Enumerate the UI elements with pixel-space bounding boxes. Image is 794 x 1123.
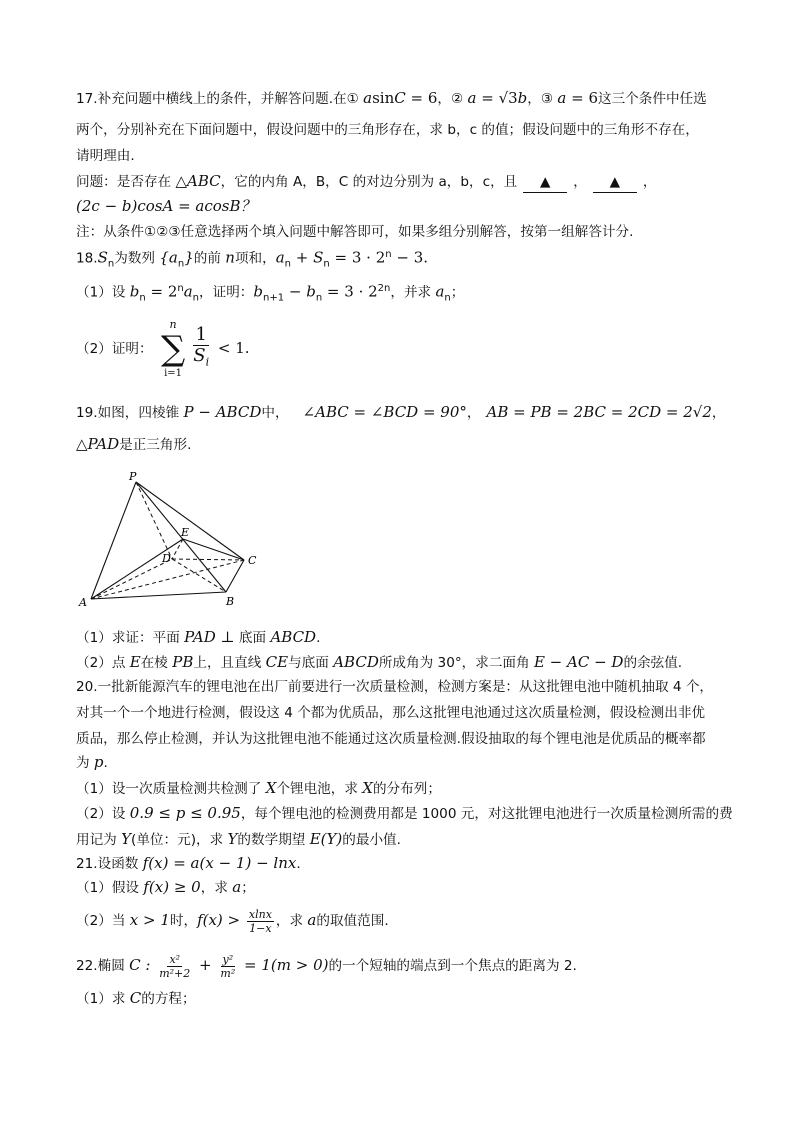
- math: X: [265, 779, 277, 797]
- math: }: [184, 248, 194, 267]
- label-C: C: [248, 554, 257, 567]
- text: ，它的内角 A，B，C 的对边分别为 a，b，c，且: [220, 174, 518, 190]
- math: S: [97, 248, 108, 267]
- text: （1）求: [76, 991, 130, 1007]
- math: CE: [265, 653, 289, 671]
- numerator: 1: [195, 324, 207, 346]
- math: √3: [498, 89, 518, 107]
- text: 的余弦值.: [623, 655, 683, 671]
- text: ，求: [275, 913, 308, 929]
- text: 底面: [234, 630, 271, 646]
- label-A: A: [79, 596, 87, 609]
- math: n: [284, 258, 292, 270]
- text: 与底面: [288, 655, 334, 671]
- math: {a: [159, 248, 178, 267]
- text: 上，且直线: [193, 655, 266, 671]
- math: p: [93, 753, 104, 771]
- text: 的分布列；: [372, 781, 441, 797]
- text: ，: [573, 174, 587, 190]
- math: n: [444, 292, 451, 304]
- pyramid-figure: [76, 468, 266, 610]
- text: 的取值范围.: [316, 913, 389, 929]
- edge-BC: [226, 560, 244, 592]
- text: 为数列: [114, 250, 160, 267]
- math: n: [323, 258, 330, 270]
- label-B: B: [226, 595, 235, 608]
- text: （2）证明：: [76, 341, 153, 357]
- q20-line1: 20.一批新能源汽车的锂电池在出厂前要进行一次质量检测，检测方案是：从这批锂电池中随机抽取 4 个，: [76, 679, 714, 695]
- math: +: [194, 956, 217, 974]
- math: C: [129, 989, 142, 1007]
- text: ，③: [527, 91, 558, 107]
- q19-line2: [76, 434, 191, 455]
- text: 的前: [193, 250, 226, 267]
- q18-part2: [76, 313, 250, 383]
- q20-line3: 质品，那么停止检测，并认为这批锂电池不能通过这次质量检测.假设抽取的每个锂电池是优质品的概率都: [76, 731, 706, 747]
- sigma-symbol: ∑: [160, 329, 186, 369]
- denominator: m²+2: [159, 966, 191, 980]
- math: = 1(m > 0): [239, 956, 329, 974]
- label-E: E: [181, 526, 190, 539]
- math: = 2: [145, 282, 178, 301]
- math: a: [307, 911, 317, 929]
- q21-part1: [76, 877, 255, 898]
- q18-part1: [76, 279, 464, 308]
- text: (单位：元)，求: [131, 832, 228, 848]
- math: △PAD: [76, 435, 120, 453]
- math: a: [557, 89, 567, 107]
- text: 个锂电池，求: [276, 781, 363, 797]
- math: 2n: [377, 283, 391, 294]
- q20-part2-cont: [76, 829, 401, 850]
- text: 的一个短轴的端点到一个焦点的距离为 2.: [328, 958, 577, 974]
- text: ，证明：: [199, 284, 254, 301]
- text: （2）设: [76, 806, 130, 822]
- fraction: [218, 953, 237, 980]
- edge-EC: [183, 539, 244, 560]
- text: （1）求证：平面: [76, 630, 185, 646]
- sum-lower: i=1: [164, 368, 183, 379]
- math: x > 1: [129, 911, 170, 929]
- q20-line4: [76, 752, 108, 773]
- math: f(x) ≥ 0: [143, 878, 201, 896]
- q21-part2: [76, 905, 389, 936]
- text: 的最小值.: [342, 832, 401, 848]
- triangle-symbol: △: [175, 172, 188, 190]
- edge-AD: [91, 559, 172, 599]
- text: 为: [76, 755, 94, 771]
- fraction: [247, 908, 274, 935]
- math: = 3 · 2: [329, 248, 386, 267]
- math: C: [394, 89, 406, 107]
- q22-line1: [76, 950, 577, 981]
- text: ，: [711, 405, 726, 421]
- math: a: [467, 89, 477, 107]
- label-D: D: [162, 552, 171, 565]
- summation: [161, 318, 185, 380]
- text: ，: [642, 174, 657, 190]
- math: ABCD: [270, 628, 317, 646]
- edge-DB: [172, 559, 226, 592]
- q20-part2: [76, 803, 733, 824]
- label-P: P: [129, 470, 137, 483]
- text: .: [296, 856, 301, 872]
- edge-AC: [91, 560, 244, 599]
- math: = 6: [405, 89, 438, 107]
- math: C :: [129, 956, 156, 974]
- text: 问题：是否存在: [76, 174, 176, 190]
- text: 22.椭圆: [76, 958, 130, 974]
- text: 是正三角形.: [119, 437, 192, 453]
- text: 18.: [76, 250, 98, 267]
- text: 时，: [169, 913, 198, 929]
- edge-PA: [91, 482, 136, 599]
- q17-line4: [76, 171, 656, 193]
- q19-part1: [76, 627, 320, 648]
- math: − b: [284, 282, 316, 301]
- q18-line1: [76, 245, 428, 274]
- math: X: [362, 779, 373, 797]
- text: 所成角为 30°，求二面角: [378, 655, 534, 671]
- math: n+1: [263, 292, 285, 304]
- math: ABCD: [333, 653, 379, 671]
- q17-line2: 两个，分别补充在下面问题中，假设问题中的三角形存在，求 b，c 的值；假设问题中的三角形不存在，: [76, 122, 699, 138]
- math: b: [517, 89, 528, 107]
- text: ；: [241, 880, 255, 896]
- math: PB: [172, 653, 194, 671]
- math: n: [177, 283, 184, 294]
- text: （1）设一次质量检测共检测了: [76, 781, 266, 797]
- math: f(x) >: [197, 911, 245, 929]
- q19-line1: [76, 402, 726, 423]
- math: Y: [227, 830, 238, 848]
- q17-note: 注：从条件①②③任意选择两个填入问题中解答即可，如果多组分别解答，按第一组解答计分.: [76, 224, 634, 240]
- numerator: xlnx: [248, 907, 272, 921]
- text: ，: [466, 405, 481, 421]
- q19-part2: [76, 652, 682, 673]
- math: E − AC − D: [533, 653, 624, 671]
- math: ∠ABC = ∠BCD = 90°: [302, 403, 467, 421]
- text: （1）假设: [76, 880, 144, 896]
- numerator: x²: [169, 952, 181, 966]
- text: ，每个锂电池的检测费用都是 1000 元，对这批锂电池进行一次质量检测所需的费: [240, 806, 733, 822]
- numerator: y²: [222, 952, 234, 966]
- text: 17.补充问题中横线上的条件，并解答问题.在①: [76, 91, 364, 107]
- fraction: [157, 953, 192, 980]
- math: = 6: [566, 89, 598, 107]
- denominator: m²: [220, 966, 236, 980]
- q17-line1: [76, 88, 707, 109]
- denominator: 1−x: [249, 921, 272, 935]
- text: （1）设: [76, 284, 130, 301]
- math: < 1.: [213, 339, 250, 357]
- math: AB = PB = 2BC = 2CD = 2√2: [486, 403, 712, 421]
- math: sin: [372, 89, 395, 107]
- math: n: [139, 292, 146, 304]
- math: a: [183, 282, 193, 301]
- math: PAD ⊥: [184, 628, 235, 646]
- edge-PD: [136, 482, 172, 559]
- math: n: [225, 248, 235, 267]
- text: 用记为: [76, 832, 122, 848]
- text: 这三个条件中任选: [598, 91, 707, 107]
- math: Y: [121, 830, 132, 848]
- text: 项和，: [234, 250, 276, 267]
- text: .: [316, 630, 321, 646]
- math: n: [385, 249, 392, 260]
- math: b: [129, 282, 140, 301]
- text: （2）当: [76, 913, 130, 929]
- math: + S: [291, 248, 324, 267]
- math: n: [177, 258, 185, 270]
- denominator: S: [193, 345, 206, 367]
- denominator-sub: i: [205, 355, 210, 369]
- math: a: [275, 248, 285, 267]
- text: ，并求: [390, 284, 436, 301]
- math: =: [476, 89, 499, 107]
- text: 的数学期望: [237, 832, 310, 848]
- q17-line5: (2c − b)cosA = acosB？: [76, 197, 256, 215]
- math: a: [435, 282, 445, 301]
- edge-AB: [91, 592, 226, 599]
- math: b: [253, 282, 263, 301]
- math: − 3.: [391, 248, 429, 267]
- text: .: [103, 755, 108, 771]
- q17-line3: 请明理由.: [76, 148, 135, 164]
- fraction: [191, 325, 211, 373]
- math: n: [315, 292, 323, 304]
- math: = 3 · 2: [322, 282, 378, 301]
- q22-part1: [76, 988, 196, 1009]
- text: ，求: [200, 880, 233, 896]
- text: ，②: [437, 91, 468, 107]
- text: 在棱: [140, 655, 173, 671]
- math: n: [107, 258, 115, 270]
- text: 21.设函数: [76, 856, 143, 872]
- text: 中，: [261, 405, 289, 421]
- edge-DC: [172, 559, 244, 560]
- math: 0.9 ≤ p ≤ 0.95: [129, 804, 241, 822]
- math: f(x) = a(x − 1) − lnx: [142, 854, 297, 872]
- answer-blank-2[interactable]: ▲: [593, 172, 637, 193]
- q20-line2: 对其一个一个地进行检测，假设这 4 个都为优质品，那么这批锂电池通过这次质量检测，假设检测出非优: [76, 705, 706, 721]
- q21-line1: [76, 853, 301, 874]
- text: 的方程；: [141, 991, 196, 1007]
- math: E(Y): [309, 830, 343, 848]
- q20-part1: [76, 778, 441, 799]
- math: a: [363, 89, 373, 107]
- text: ；: [450, 284, 465, 301]
- math: a: [232, 878, 242, 896]
- math: n: [192, 292, 200, 304]
- answer-blank-1[interactable]: ▲: [523, 172, 567, 193]
- sum-upper: n: [169, 318, 177, 331]
- edge-AE: [91, 539, 183, 599]
- text: （2）点: [76, 655, 130, 671]
- math: E: [129, 653, 141, 671]
- text: 19.如图，四棱锥: [76, 405, 184, 421]
- math: ABC: [187, 172, 221, 190]
- math: P − ABCD: [183, 403, 262, 421]
